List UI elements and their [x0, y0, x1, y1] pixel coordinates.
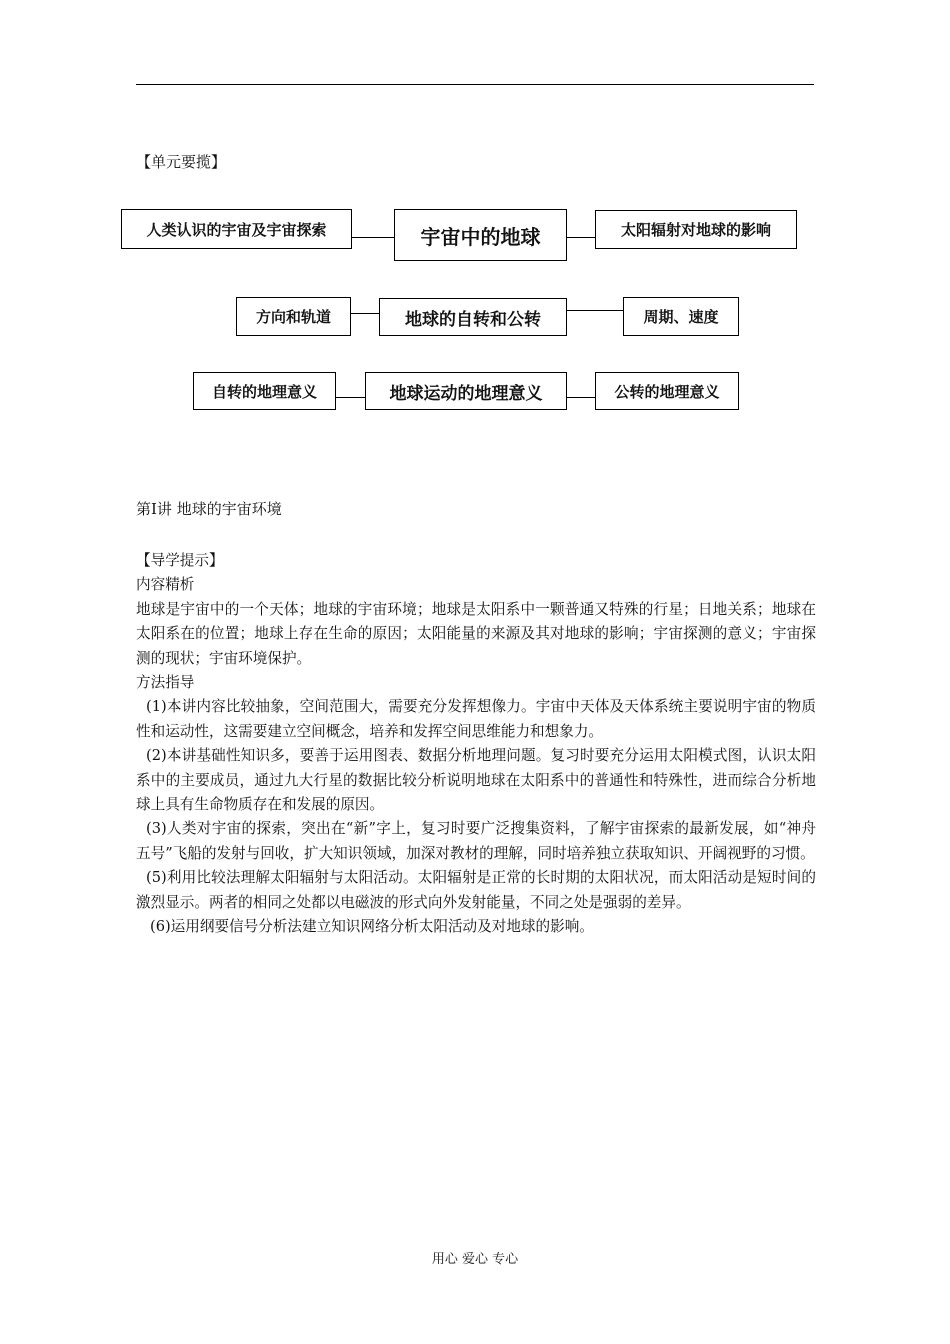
box-direction-orbit: 方向和轨道 — [236, 297, 351, 336]
connector-line — [567, 310, 624, 311]
box-rotation-revolution: 地球的自转和公转 — [379, 298, 567, 336]
connector-line — [567, 397, 596, 398]
box-revolution-significance: 公转的地理意义 — [595, 372, 739, 410]
guide-heading: 【导学提示】 — [136, 552, 224, 569]
connector-line — [567, 237, 596, 238]
method-heading: 方法指导 — [136, 674, 195, 692]
header-rule — [136, 84, 814, 85]
method-item: (2)本讲基础性知识多，要善于运用图表、数据分析地理问题。复习时要充分运用太阳模式图，认识太阳系中的主要成员，通过九大行星的数据比较分析说明地球在太阳系中的普通性和特殊性，进而综合分析地球上具有生命物质存在和发展的原因。 — [136, 747, 816, 814]
box-earth-in-universe: 宇宙中的地球 — [394, 209, 567, 261]
method-item: (3)人类对宇宙的探索，突出在“新”字上，复习时要广泛搜集资料，了解宇宙探索的最新发展，如“神舟五号”飞船的发射与回收，扩大知识领域，加深对教材的理解，同时培养独立获取知识、开阔视野的习惯。 — [136, 820, 816, 862]
box-earth-motion-significance: 地球运动的地理意义 — [365, 372, 567, 410]
connector-line — [351, 313, 380, 314]
content-heading: 内容精析 — [136, 576, 195, 594]
method-item: (6)运用纲要信号分析法建立知识网络分析太阳活动及对地球的影响。 — [150, 918, 594, 936]
method-item: (1)本讲内容比较抽象，空间范围大，需要充分发挥想像力。宇宙中天体及天体系统主要说明宇宙的物质性和运动性，这需要建立空间概念，培养和发挥空间思维能力和想象力。 — [136, 698, 816, 740]
box-rotation-significance: 自转的地理意义 — [193, 372, 336, 410]
lecture-title: 第Ⅰ讲 地球的宇宙环境 — [136, 500, 282, 518]
connector-line — [336, 397, 366, 398]
method-item: (5)利用比较法理解太阳辐射与太阳活动。太阳辐射是正常的长时期的太阳状况，而太阳活动是短时间的激烈显示。两者的相同之处都以电磁波的形式向外发射能量，不同之处是强弱的差异。 — [136, 869, 816, 911]
box-period-speed: 周期、速度 — [623, 297, 739, 336]
box-universe-exploration: 人类认识的宇宙及宇宙探索 — [121, 209, 352, 249]
box-solar-radiation-impact: 太阳辐射对地球的影响 — [595, 210, 797, 249]
unit-overview-heading: 【单元要揽】 — [136, 153, 227, 171]
page-footer: 用心 爱心 专心 — [431, 1252, 519, 1267]
content-paragraph: 地球是宇宙中的一个天体；地球的宇宙环境；地球是太阳系中一颗普通又特殊的行星；日地关系；地球在太阳系在的位置；地球上存在生命的原因；太阳能量的来源及其对地球的影响；宇宙探测的意义；宇宙探测的现状；宇宙环境保护。 — [136, 600, 816, 667]
connector-line — [352, 237, 395, 238]
guide-section — [136, 549, 816, 940]
